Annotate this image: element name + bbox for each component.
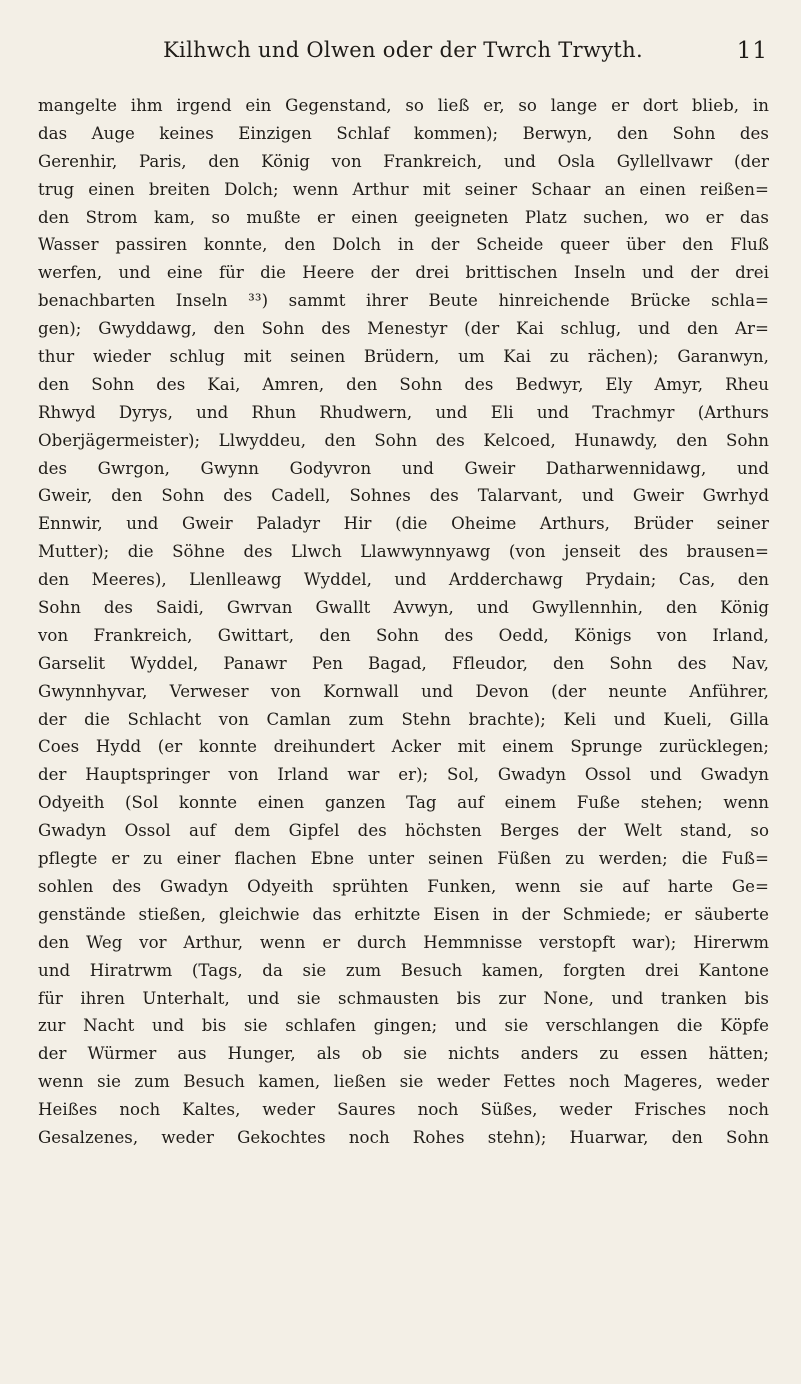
text-line: für ihren Unterhalt, und sie schmausten bis zur None, und tranken bis: [38, 988, 769, 1008]
body-text: [38, 92, 769, 1152]
text-line: Heißes noch Kaltes, weder Saures noch Süßes, weder Frisches noch: [38, 1100, 769, 1120]
text-line: Gerenhir, Paris, den König von Frankreich, und Osla Gyllellvawr (der: [38, 151, 769, 171]
text-line: benachbarten Inseln ³³) sammt ihrer Beute hinreichende Brücke schla=: [38, 291, 769, 311]
text-line: das Auge keines Einzigen Schlaf kommen); Berwyn, den Sohn des: [38, 123, 769, 143]
text-line: Mutter); die Söhne des Llwch Llawwynnyawg (von jenseit des brausen=: [38, 542, 769, 562]
text-line: den Weg vor Arthur, wenn er durch Hemmnisse verstopft war); Hirerwm: [38, 932, 769, 952]
text-line: Odyeith (Sol konnte einen ganzen Tag auf einem Fuße stehen; wenn: [38, 793, 769, 813]
text-line: pflegte er zu einer flachen Ebne unter seinen Füßen zu werden; die Fuß=: [38, 849, 769, 869]
text-line: Ennwir, und Gweir Paladyr Hir (die Oheime Arthurs, Brüder seiner: [38, 514, 769, 534]
text-line: des Gwrgon, Gwynn Godyvron und Gweir Datharwennidawg, und: [38, 458, 769, 478]
page-number: 11: [736, 38, 768, 64]
text-line: gen); Gwyddawg, den Sohn des Menestyr (der Kai schlug, und den Ar=: [38, 319, 769, 339]
text-line: Gwynnhyvar, Verweser von Kornwall und Devon (der neunte Anführer,: [38, 681, 769, 701]
text-line: Gwadyn Ossol auf dem Gipfel des höchsten Berges der Welt stand, so: [38, 821, 769, 841]
text-line: sohlen des Gwadyn Odyeith sprühten Funken, wenn sie auf harte Ge=: [38, 876, 769, 896]
text-line: von Frankreich, Gwittart, den Sohn des Oedd, Königs von Irland,: [38, 625, 769, 645]
text-line: den Strom kam, so mußte er einen geeigneten Platz suchen, wo er das: [38, 207, 769, 227]
text-line: wenn sie zum Besuch kamen, ließen sie weder Fettes noch Mageres, weder: [38, 1072, 769, 1092]
text-line: Wasser passiren konnte, den Dolch in der Scheide queer über den Fluß: [38, 235, 769, 255]
text-line: den Sohn des Kai, Amren, den Sohn des Bedwyr, Ely Amyr, Rheu: [38, 374, 769, 394]
text-line: mangelte ihm irgend ein Gegenstand, so ließ er, so lange er dort blieb, in: [38, 96, 769, 115]
text-line: der Hauptspringer von Irland war er); Sol, Gwadyn Ossol und Gwadyn: [38, 765, 769, 785]
page-header: [38, 38, 768, 74]
text-line: werfen, und eine für die Heere der drei brittischen Inseln und der drei: [38, 263, 769, 283]
text-line: Oberjägermeister); Llwyddeu, den Sohn des Kelcoed, Hunawdy, den Sohn: [38, 430, 769, 450]
text-line: Gweir, den Sohn des Cadell, Sohnes des Talarvant, und Gweir Gwrhyd: [38, 486, 769, 506]
text-line: der die Schlacht von Camlan zum Stehn brachte); Keli und Kueli, Gilla: [38, 709, 769, 729]
text-line: thur wieder schlug mit seinen Brüdern, um Kai zu rächen); Garanwyn,: [38, 347, 769, 367]
text-line: und Hiratrwm (Tags, da sie zum Besuch kamen, forgten drei Kantone: [38, 960, 769, 980]
text-line: den Meeres), Llenlleawg Wyddel, und Ardderchawg Prydain; Cas, den: [38, 570, 769, 590]
running-title: Kilhwch und Olwen oder der Twrch Trwyth.: [163, 38, 643, 62]
text-line: Sohn des Saidi, Gwrvan Gwallt Avwyn, und Gwyllennhin, den König: [38, 598, 769, 618]
text-line: Rhwyd Dyrys, und Rhun Rhudwern, und Eli und Trachmyr (Arthurs: [38, 402, 769, 422]
text-line: Coes Hydd (er konnte dreihundert Acker mit einem Sprunge zurücklegen;: [38, 737, 769, 757]
text-line: der Würmer aus Hunger, als ob sie nichts anders zu essen hätten;: [38, 1044, 769, 1064]
text-line: trug einen breiten Dolch; wenn Arthur mit seiner Schaar an einen reißen=: [38, 179, 769, 199]
text-line: genstände stießen, gleichwie das erhitzte Eisen in der Schmiede; er säuberte: [38, 904, 769, 924]
text-line: zur Nacht und bis sie schlafen gingen; und sie verschlangen die Köpfe: [38, 1016, 769, 1036]
text-line: Gesalzenes, weder Gekochtes noch Rohes stehn); Huarwar, den Sohn: [38, 1127, 769, 1147]
text-line: Garselit Wyddel, Panawr Pen Bagad, Ffleudor, den Sohn des Nav,: [38, 653, 769, 673]
